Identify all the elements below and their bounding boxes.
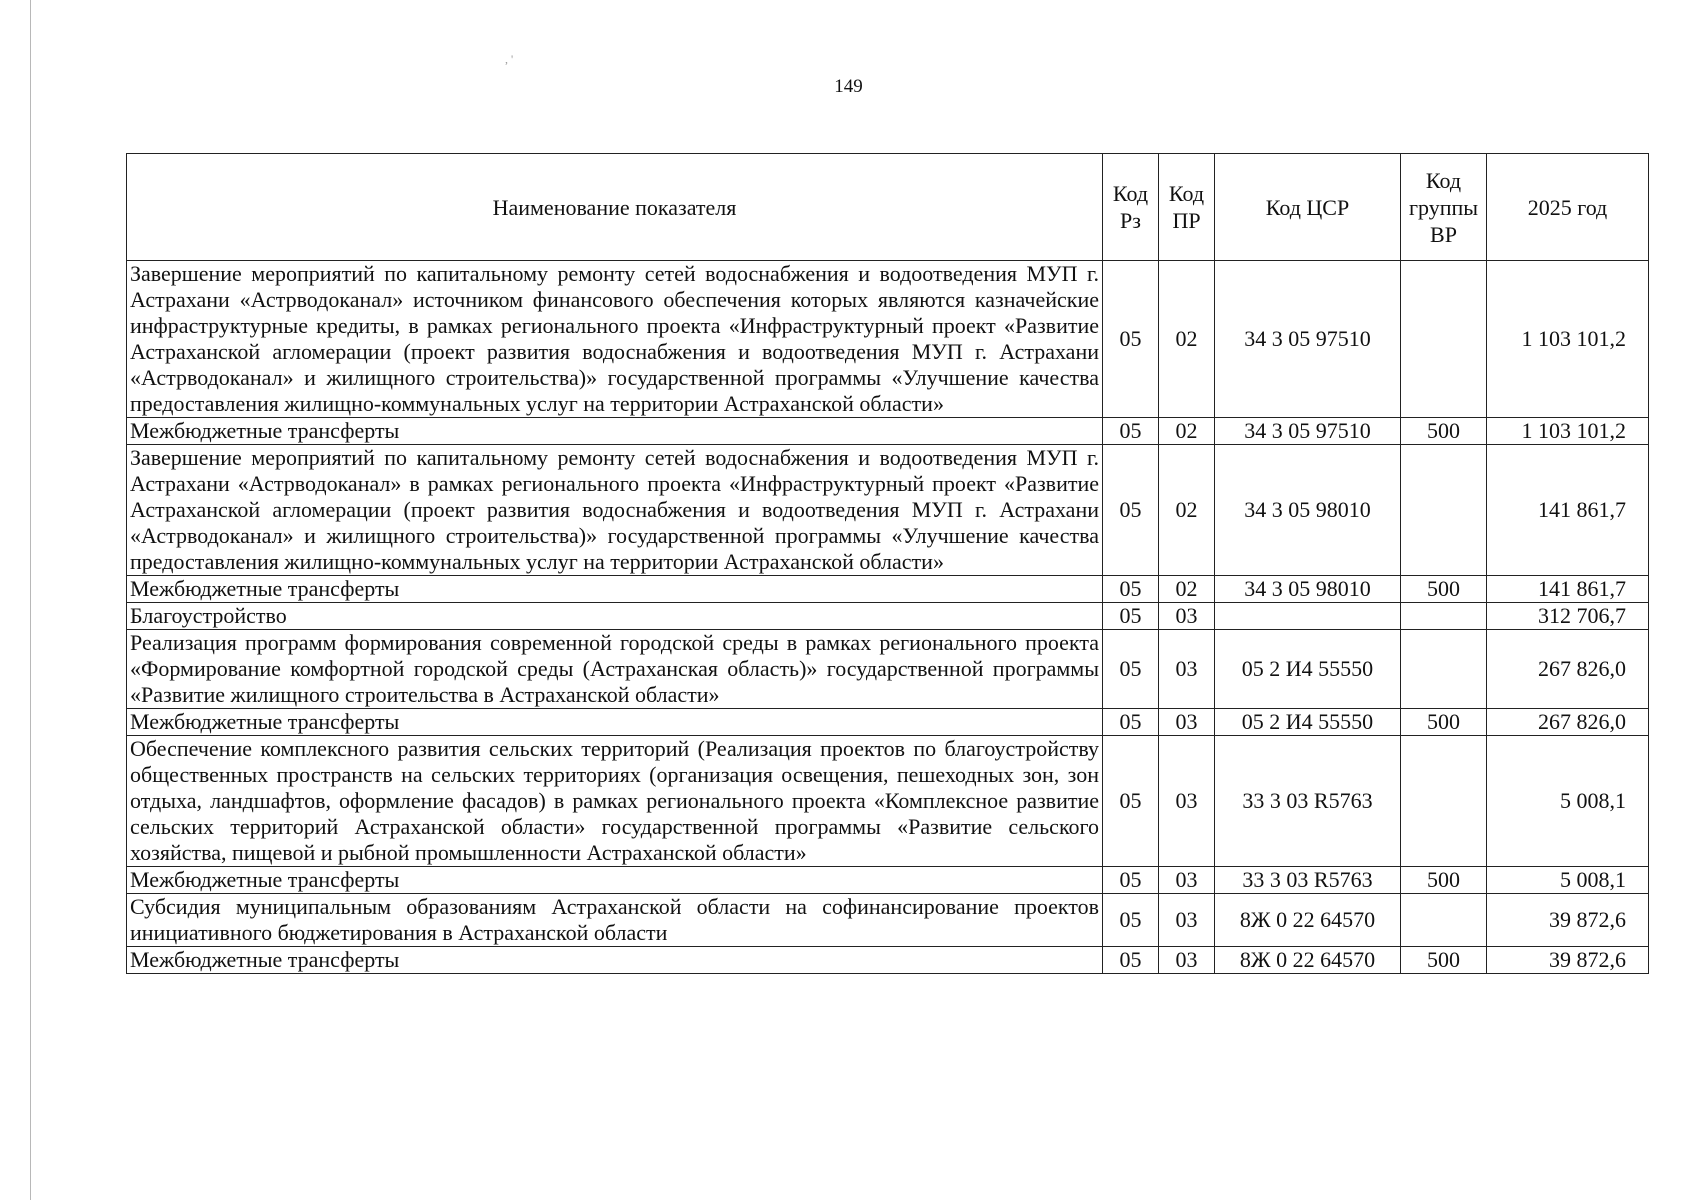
- row-rz: 05: [1103, 445, 1159, 576]
- row-name: Благоустройство: [127, 603, 1103, 630]
- header-rz-code: Код Рз: [1103, 154, 1159, 261]
- row-name: Завершение мероприятий по капитальному ремонту сетей водоснабжения и водоотведения МУП г. Астрахани «Астрводоканал» источником финансового обеспечения которых являются казначейские инфраструктурные кредиты, в рамках регионального проекта «Инфраструктурный проект «Развитие Астраханской агломерации (проект развития водоснабжения и водоотведения МУП г. Астрахани «Астрводоканал» и жилищного строительства)» государственной программы «Улучшение качества предоставления жилищно-коммунальных услуг на территории Астраханской области»: [127, 261, 1103, 418]
- row-vr: 500: [1401, 867, 1487, 894]
- row-amount: 312 706,7: [1487, 603, 1649, 630]
- row-csr: 8Ж 0 22 64570: [1215, 894, 1401, 947]
- row-name: Межбюджетные трансферты: [127, 947, 1103, 974]
- row-rz: 05: [1103, 867, 1159, 894]
- row-csr: 05 2 И4 55550: [1215, 709, 1401, 736]
- row-rz: 05: [1103, 736, 1159, 867]
- row-name: Межбюджетные трансферты: [127, 576, 1103, 603]
- row-vr: [1401, 603, 1487, 630]
- row-pr: 02: [1159, 261, 1215, 418]
- table-row: [127, 261, 1649, 418]
- row-vr: [1401, 736, 1487, 867]
- table-row: [127, 947, 1649, 974]
- row-name: Обеспечение комплексного развития сельских территорий (Реализация проектов по благоустройству общественных пространств на сельских территориях (организация освещения, пешеходных зон, зон отдыха, ландшафтов, оформление фасадов) в рамках регионального проекта «Комплексное развитие сельских территорий Астраханской области» государственной программы «Развитие сельского хозяйства, пищевой и рыбной промышленности Астраханской области»: [127, 736, 1103, 867]
- row-pr: 03: [1159, 736, 1215, 867]
- row-amount: 1 103 101,2: [1487, 418, 1649, 445]
- row-name: Завершение мероприятий по капитальному ремонту сетей водоснабжения и водоотведения МУП г. Астрахани «Астрводоканал» в рамках регионального проекта «Инфраструктурный проект «Развитие Астраханской агломерации (проект развития водоснабжения и водоотведения МУП г. Астрахани «Астрводоканал» и жилищного строительства)» государственной программы «Улучшение качества предоставления жилищно-коммунальных услуг на территории Астраханской области»: [127, 445, 1103, 576]
- header-csr-code: Код ЦСР: [1215, 154, 1401, 261]
- header-vr-code: Код группы ВР: [1401, 154, 1487, 261]
- row-pr: 02: [1159, 445, 1215, 576]
- row-name: Межбюджетные трансферты: [127, 709, 1103, 736]
- row-csr: 34 3 05 98010: [1215, 445, 1401, 576]
- row-amount: 267 826,0: [1487, 630, 1649, 709]
- row-csr: 33 3 03 R5763: [1215, 736, 1401, 867]
- table-row: [127, 630, 1649, 709]
- table-header-row: [127, 154, 1649, 261]
- header-year-2025: 2025 год: [1487, 154, 1649, 261]
- scan-specks: , ': [505, 52, 514, 66]
- row-rz: 05: [1103, 261, 1159, 418]
- row-name: Межбюджетные трансферты: [127, 418, 1103, 445]
- row-vr: [1401, 894, 1487, 947]
- row-vr: 500: [1401, 418, 1487, 445]
- row-pr: 02: [1159, 418, 1215, 445]
- row-csr: 05 2 И4 55550: [1215, 630, 1401, 709]
- row-amount: 141 861,7: [1487, 576, 1649, 603]
- table-row: [127, 867, 1649, 894]
- row-rz: 05: [1103, 418, 1159, 445]
- table-row: [127, 418, 1649, 445]
- row-rz: 05: [1103, 709, 1159, 736]
- row-rz: 05: [1103, 630, 1159, 709]
- table-row: [127, 603, 1649, 630]
- row-pr: 02: [1159, 576, 1215, 603]
- table-row: [127, 709, 1649, 736]
- row-name: Межбюджетные трансферты: [127, 867, 1103, 894]
- table-row: [127, 445, 1649, 576]
- row-csr: 8Ж 0 22 64570: [1215, 947, 1401, 974]
- table-row: [127, 894, 1649, 947]
- row-vr: 500: [1401, 947, 1487, 974]
- header-pr-code: Код ПР: [1159, 154, 1215, 261]
- page-number: 149: [834, 76, 863, 97]
- header-indicator-name: Наименование показателя: [127, 154, 1103, 261]
- table-row: [127, 576, 1649, 603]
- row-amount: 141 861,7: [1487, 445, 1649, 576]
- row-amount: 1 103 101,2: [1487, 261, 1649, 418]
- row-rz: 05: [1103, 894, 1159, 947]
- row-csr: 34 3 05 97510: [1215, 418, 1401, 445]
- row-vr: [1401, 630, 1487, 709]
- row-csr: [1215, 603, 1401, 630]
- row-amount: 5 008,1: [1487, 867, 1649, 894]
- row-pr: 03: [1159, 630, 1215, 709]
- scan-margin-line: [30, 0, 31, 1200]
- row-vr: [1401, 261, 1487, 418]
- row-csr: 33 3 03 R5763: [1215, 867, 1401, 894]
- row-pr: 03: [1159, 603, 1215, 630]
- row-name: Субсидия муниципальным образованиям Астраханской области на софинансирование проектов инициативного бюджетирования в Астраханской области: [127, 894, 1103, 947]
- row-amount: 39 872,6: [1487, 894, 1649, 947]
- row-pr: 03: [1159, 894, 1215, 947]
- row-amount: 267 826,0: [1487, 709, 1649, 736]
- row-vr: 500: [1401, 576, 1487, 603]
- row-rz: 05: [1103, 576, 1159, 603]
- row-vr: [1401, 445, 1487, 576]
- row-rz: 05: [1103, 603, 1159, 630]
- row-name: Реализация программ формирования современной городской среды в рамках регионального проекта «Формирование комфортной городской среды (Астраханская область)» государственной программы «Развитие жилищного строительства в Астраханской области»: [127, 630, 1103, 709]
- row-pr: 03: [1159, 709, 1215, 736]
- budget-table: [126, 153, 1649, 974]
- row-amount: 5 008,1: [1487, 736, 1649, 867]
- row-csr: 34 3 05 98010: [1215, 576, 1401, 603]
- row-amount: 39 872,6: [1487, 947, 1649, 974]
- row-rz: 05: [1103, 947, 1159, 974]
- table-row: [127, 736, 1649, 867]
- row-pr: 03: [1159, 947, 1215, 974]
- row-pr: 03: [1159, 867, 1215, 894]
- row-vr: 500: [1401, 709, 1487, 736]
- row-csr: 34 3 05 97510: [1215, 261, 1401, 418]
